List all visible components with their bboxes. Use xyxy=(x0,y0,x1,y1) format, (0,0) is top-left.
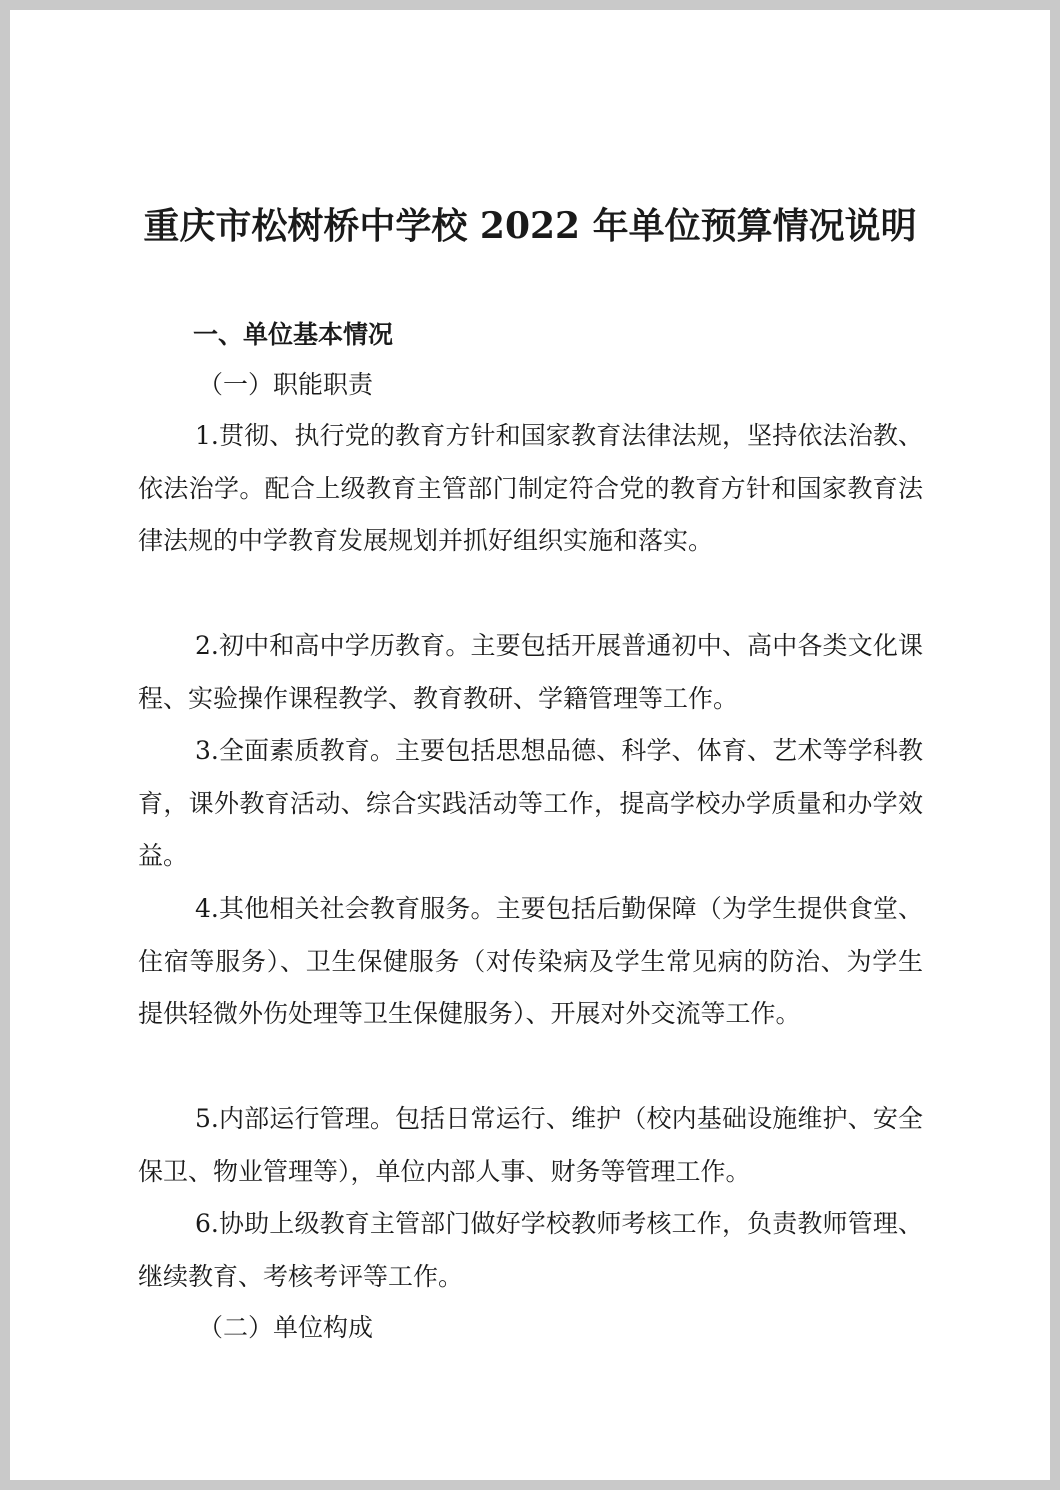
paragraph-item-4: 4.其他相关社会教育服务。主要包括后勤保障（为学生提供食堂、住宿等服务）、卫生保健服务（对传染病及学生常见病的防治、为学生提供轻微外伤处理等卫生保健服务）、开展对外交流等工作。 xyxy=(138,894,923,1028)
paragraph-item-6: 6.协助上级教育主管部门做好学校教师考核工作，负责教师管理、继续教育、考核考评等工作。 xyxy=(138,1209,923,1291)
paragraph-item-2: 2.初中和高中学历教育。主要包括开展普通初中、高中各类文化课程、实验操作课程教学、教育教研、学籍管理等工作。 xyxy=(138,631,923,713)
paragraph-item-5: 5.内部运行管理。包括日常运行、维护（校内基础设施维护、安全保卫、物业管理等），单位内部人事、财务等管理工作。 xyxy=(138,1104,923,1186)
section-heading-basic-info: 一、单位基本情况 xyxy=(193,320,394,349)
document-page xyxy=(10,10,1050,1480)
paragraph-item-3: 3.全面素质教育。主要包括思想品德、科学、体育、艺术等学科教育，课外教育活动、综合实践活动等工作，提高学校办学质量和办学效益。 xyxy=(138,736,923,870)
subsection-heading-functions: （一）职能职责 xyxy=(198,370,374,399)
paragraph-item-1: 1.贯彻、执行党的教育方针和国家教育法律法规，坚持依法治教、依法治学。配合上级教育主管部门制定符合党的教育方针和国家教育法律法规的中学教育发展规划并抓好组织实施和落实。 xyxy=(138,421,923,555)
document-title: 重庆市松树桥中学校 2022 年单位预算情况说明 xyxy=(143,205,917,247)
subsection-heading-composition: （二）单位构成 xyxy=(198,1313,374,1342)
